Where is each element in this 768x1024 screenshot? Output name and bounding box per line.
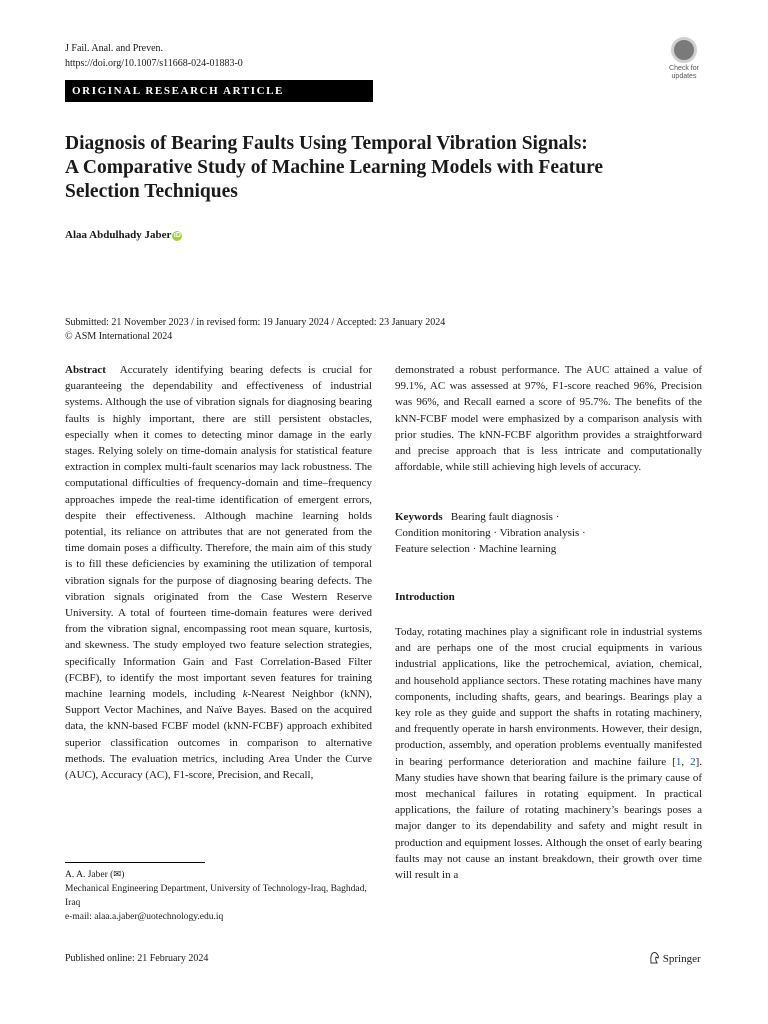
abstract-text-part2: -Nearest Neighbor (kNN), Support Vector Machines, and Naïve Bayes. Based on the acquired data, the kNN-based FCBF model (kNN-FCBF) approach exhibited superior classification outcomes in comparison to alternative methods. The evaluation metrics, including Area Under the Curve (AUC), Accuracy (AC), F1-score, Precision, and Recall, [65,688,372,782]
journal-header [65,41,243,71]
introduction-heading: Introduction [395,591,455,603]
keywords-heading: Keywords [395,511,443,523]
title-line-3: Selection Techniques [65,181,238,202]
footnote-email[interactable]: e-mail: alaa.a.jaber@uotechnology.edu.iq [65,912,224,922]
author-name[interactable]: Alaa Abdulhady Jaber [65,229,172,241]
author-line [65,229,182,241]
footnote-divider [65,862,205,863]
check-for-updates-badge[interactable] [664,37,704,81]
article-type-banner [65,80,373,102]
abstract-text-part1: Accurately identifying bearing defects is crucial for guaranteeing the dependability and effectiveness of industrial systems. Although the use of vibration signals for diagnosing bearing faults is highly important, there are still persistent obstacles, especially when it comes to detecting minor damage in the early stages. Relying solely on time-domain analysis for statistical feature extraction in complex multi-fault scenarios may lack robustness. The computational difficulties of frequency-domain and time–frequency approaches impede the real-time identification of emergent errors, despite their effectiveness. Although machine learning holds potential, its reliance on attributes that are not generated from the time domain poses a difficulty. Therefore, the main aim of this study is to fill these deficiencies by examining the utilization of temporal vibration signals for the purpose of diagnosing bearing defects. The vibration signals originated from the Case Western Reserve University. A total of fourteen time-domain features were derived from the vibration signal, encompassing root mean square, kurtosis, and skewness. The study employed two feature selection strategies, specifically Information Gain and Fast Correlation-Based Filter (FCBF), to identify the most important seven features for training machine learning models, including [65,364,372,701]
dates-line: Submitted: 21 November 2023 / in revised form: 19 January 2024 / Accepted: 23 January 2024 [65,317,446,328]
footnote-author: A. A. Jaber (✉) [65,870,125,880]
keywords-line-2: Condition monitoring · Vibration analysis · [395,527,586,540]
introduction-text-part2: ]. Many studies have shown that bearing failure is the primary cause of most mechanical failures in rotating equipment. In practical applications, the failure of rotating machinery’s bearings poses a major danger to its dependability and safety and might result in production and equipment losses. Although the onset of early bearing faults may not cause an instant breakdown, their growth over time will result in a [395,755,702,882]
keywords-line-1: Bearing fault diagnosis · [450,511,560,523]
citation-separator: , [681,755,691,768]
introduction-text [395,624,702,883]
doi-link[interactable]: https://doi.org/10.1007/s11668-024-01883-0 [65,58,243,69]
check-updates-icon [671,37,697,63]
paper-title [65,132,705,204]
abstract-text-continued: demonstrated a robust performance. The AUC attained a value of 99.1%, AC was assessed at 97%, F1-score reached 96%, Precision was 96%, and Recall earned a score of 95.7%. The benefits of the kNN-FCBF model were emphasized by a comparison analysis with prior studies. The kNN-FCBF algorithm provides a straightforward and precise approach that is less intricate and computationally affordable, while still achieving high levels of accuracy. [395,364,702,474]
published-online: Published online: 21 February 2024 [65,953,209,964]
orcid-icon[interactable]: iD [173,232,181,239]
footnote-affiliation: Mechanical Engineering Department, University of Technology-Iraq, Baghdad, Iraq [65,884,367,908]
abstract-left-column [65,362,372,783]
citation-link-1[interactable]: 1 [675,755,682,768]
submission-dates [65,316,445,344]
introduction-text-part1: Today, rotating machines play a significant role in industrial systems and are perhaps one of the most crucial equipments in various industrial applications, like the petrochemical, aviation, chemical, and household appliance sectors. These rotating machines have many components, including shafts, gears, and bearings. Bearings play a key role as they guide and support the shafts in rotating machinery, and frequently operate in harsh environments. However, their design, production, assembly, and operation problems eventually manifested in bearing performance deterioration and machine failure [ [395,626,702,768]
springer-label: Springer [662,953,701,965]
abstract-right-column [395,362,702,475]
springer-horse-icon [648,951,660,964]
springer-logo[interactable] [648,951,701,965]
citation-link-2[interactable]: 2 [690,755,696,768]
keywords-block [395,509,702,558]
article-type-label: ORIGINAL RESEARCH ARTICLE [72,85,284,97]
keywords-line-3: Feature selection · Machine learning [395,543,557,556]
check-updates-line2: updates [671,73,697,80]
copyright-line: © ASM International 2024 [65,331,173,342]
abstract-italic-k: k [242,688,248,701]
abstract-heading: Abstract [65,364,106,376]
journal-name: J Fail. Anal. and Preven. [65,43,164,54]
check-updates-line1: Check for [669,65,699,72]
title-line-2: A Comparative Study of Machine Learning Models with Feature [65,157,604,178]
title-line-1: Diagnosis of Bearing Faults Using Temporal Vibration Signals: [65,133,588,154]
author-footnote [65,868,372,924]
